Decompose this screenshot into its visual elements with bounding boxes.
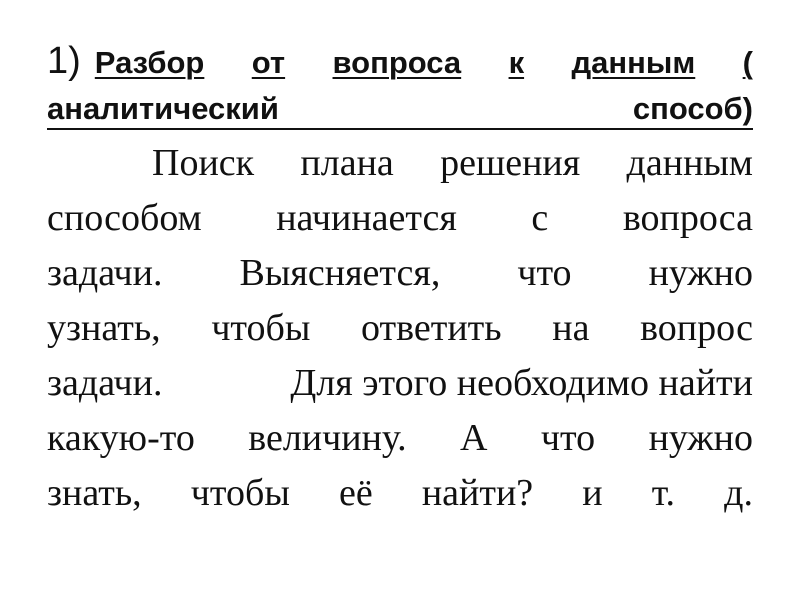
heading-word: данным: [571, 45, 696, 80]
body-word: вопроса: [622, 197, 753, 239]
body-word: и: [582, 472, 603, 514]
body-word: задачи.: [47, 362, 163, 404]
body-word: Выясняется,: [239, 252, 441, 294]
body-line-7: [47, 470, 753, 516]
body-word: её: [338, 472, 373, 514]
body-word: ответить: [361, 307, 502, 349]
body-line-4: [47, 305, 753, 351]
heading-word: вопроса: [332, 45, 462, 80]
body-word: на: [552, 307, 590, 349]
body-word: что: [540, 417, 596, 459]
heading-number-group: [47, 38, 204, 84]
body-word: чтобы: [190, 472, 290, 514]
body-word: какую-то: [47, 417, 195, 459]
body-word: с: [531, 197, 549, 239]
body-word: А: [460, 417, 488, 459]
body-word: Для этого необходимо найти: [290, 362, 753, 404]
body-word: знать,: [47, 472, 142, 514]
body-line-5: [47, 360, 753, 406]
body-word: узнать,: [47, 307, 161, 349]
body-word: плана: [300, 142, 394, 184]
body-word: способом: [47, 197, 202, 239]
body-word: найти?: [421, 472, 534, 514]
body-word: что: [517, 252, 572, 294]
heading-word: Разбор: [94, 45, 205, 80]
body-word: вопрос: [640, 307, 753, 349]
body-line-2: [47, 195, 753, 241]
body-word: Поиск: [152, 142, 255, 184]
body-word: нужно: [648, 252, 753, 294]
heading-word: к: [508, 45, 525, 80]
body-word: величину.: [248, 417, 407, 459]
heading-word: (: [742, 45, 753, 80]
heading-word: способ): [632, 91, 753, 126]
body-word: данным: [626, 142, 753, 184]
body-word: т.: [651, 472, 675, 514]
heading-word: аналитический: [47, 91, 279, 126]
body-word: д.: [724, 472, 753, 514]
body-line-6: [47, 415, 753, 461]
heading-line-1: [47, 38, 753, 84]
body-word: решения: [440, 142, 581, 184]
body-word: задачи.: [47, 252, 163, 294]
body-line-3: [47, 250, 753, 296]
heading-number: 1): [47, 40, 81, 82]
heading-word: от: [251, 45, 286, 80]
heading-line-2: [47, 90, 753, 130]
body-line-1: [47, 140, 753, 186]
body-word: начинается: [276, 197, 457, 239]
body-word: нужно: [648, 417, 753, 459]
body-word: чтобы: [211, 307, 311, 349]
